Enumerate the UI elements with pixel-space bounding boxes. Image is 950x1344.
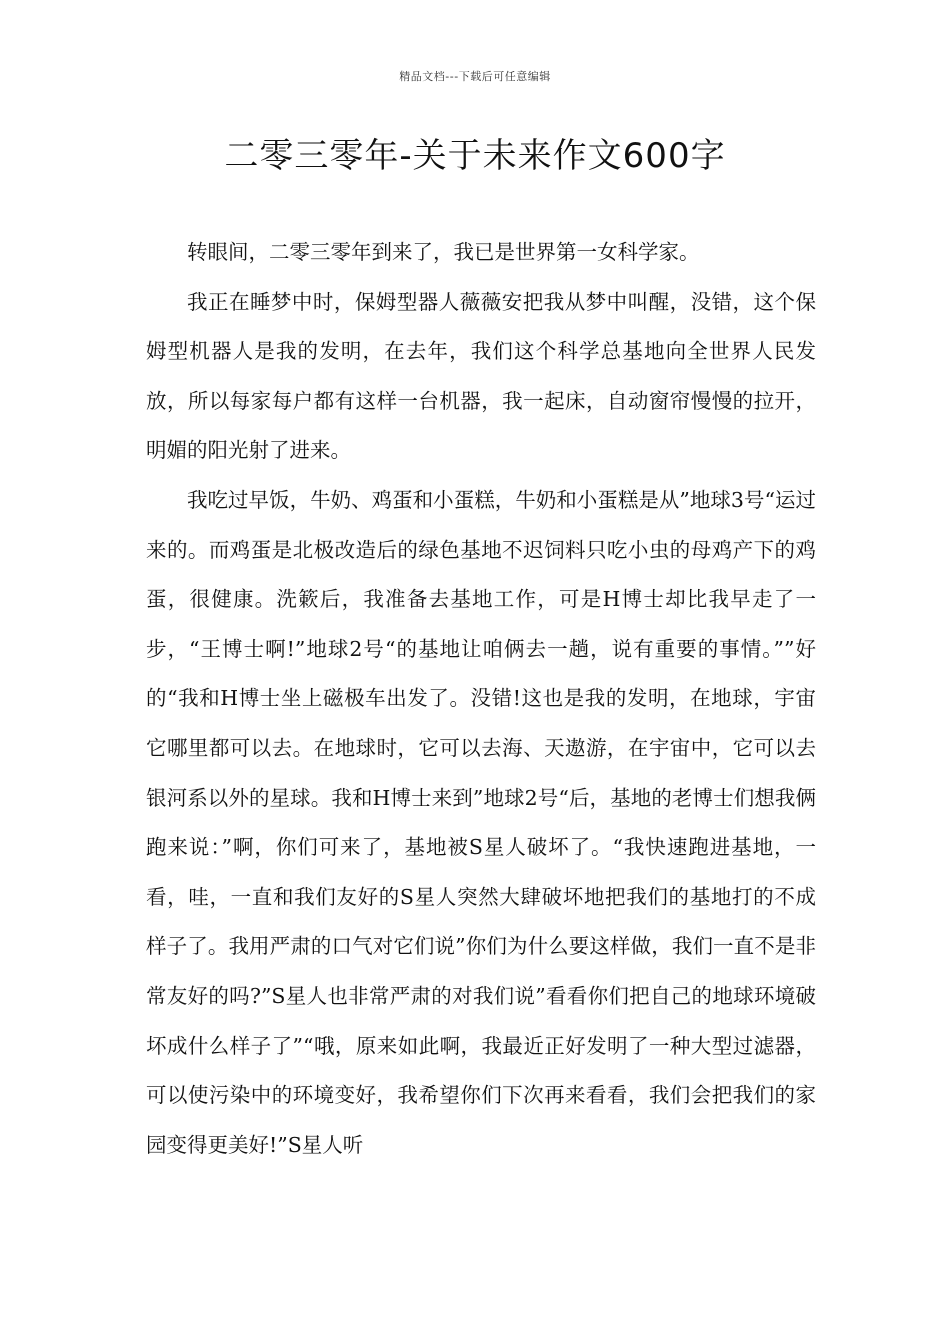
paragraph: 我正在睡梦中时，保姆型器人薇薇安把我从梦中叫醒，没错，这个保姆型机器人是我的发明，在去年，我们这个科学总基地向全世界人民发放，所以每家每户都有这样一台机器，我一起床，自动窗帘慢慢的拉开，明媚的阳光射了进来。 (146, 289, 816, 463)
document-title: 二零三零年-关于未来作文600字 (224, 136, 726, 176)
page-header: 精品文档---下载后可任意编辑 (399, 70, 551, 83)
document-body (146, 228, 816, 1170)
paragraph: 转眼间，二零三零年到来了，我已是世界第一女科学家。 (187, 240, 700, 264)
paragraph: 我吃过早饭，牛奶、鸡蛋和小蛋糕，牛奶和小蛋糕是从”地球3号“运过来的。而鸡蛋是北极改造后的绿色基地不迟饲料只吃小虫的母鸡产下的鸡蛋，很健康。洗簌后，我准备去基地工作，可是H博士却比我早走了一步，“王博士啊!”地球2号“的基地让咱俩去一趟，说有重要的事情。””好的“我和H博士坐上磁极车出发了。没错!这也是我的发明，在地球，宇宙它哪里都可以去。在地球时，它可以去海、天遨游，在宇宙中，它可以去银河系以外的星球。我和H博士来到”地球2号“后，基地的老博士们想我俩跑来说：”啊，你们可来了，基地被S星人破坏了。“我快速跑进基地，一看，哇，一直和我们友好的S星人突然大肆破坏地把我们的基地打的不成样子了。我用严肃的口气对它们说”你们为什么要这样做，我们一直不是非常友好的吗?”S星人也非常严肃的对我们说”看看你们把自己的地球环境破坏成什么样子了”“哦，原来如此啊，我最近正好发明了一种大型过滤器，可以使污染中的环境变好，我希望你们下次再来看看，我们会把我们的家园变得更美好!”S星人听 (146, 487, 816, 1157)
